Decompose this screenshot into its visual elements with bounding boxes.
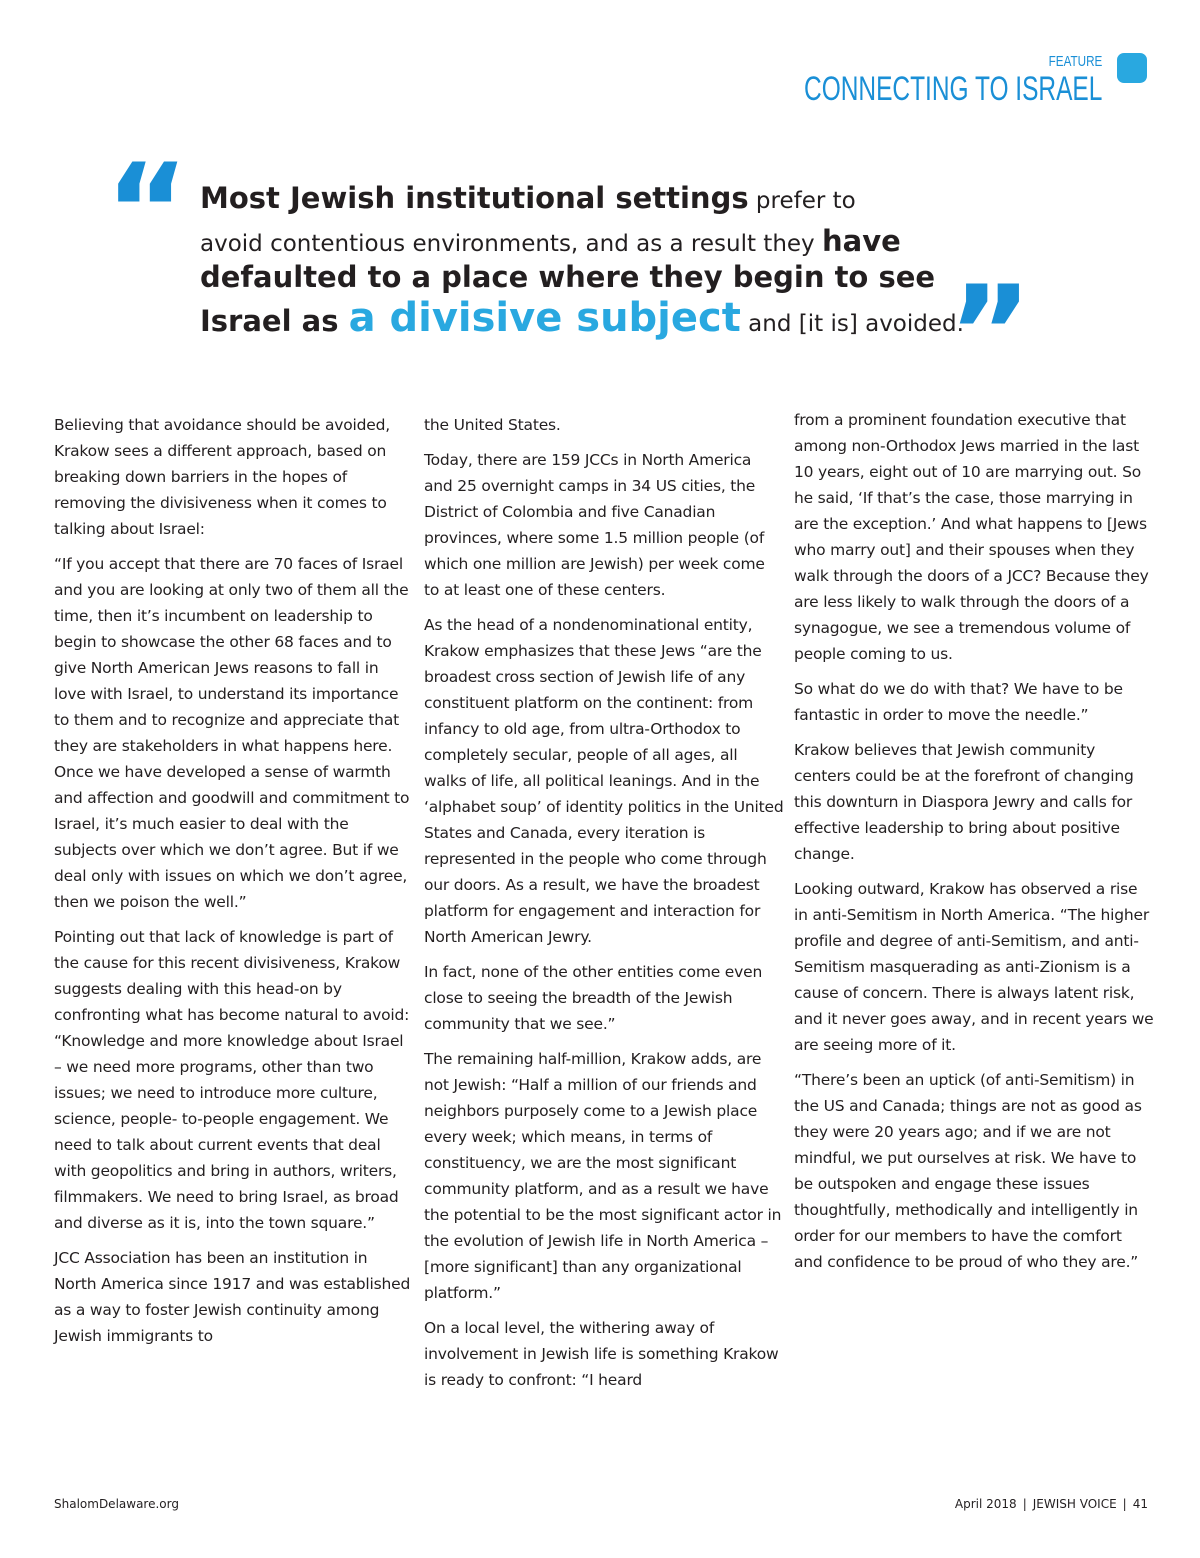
pull-quote-line-3 bbox=[200, 260, 936, 294]
pull-quote-light: and [it is] avoided. bbox=[740, 311, 964, 337]
paragraph: Believing that avoidance should be avoided, Krakow sees a different approach, based on breaking down barriers in the hopes of removing the divisiveness when it comes to talking about Israel: bbox=[54, 416, 390, 538]
pull-quote-light: avoid contentious environments, and as a result they bbox=[200, 231, 822, 257]
paragraph: from a prominent foundation executive that among non-Orthodox Jews married in the last 10 years, eight out of 10 are marrying out. So he said, ‘If that’s the case, those marrying in are the exception.’ And what happens to [Jews who marry out] and their spouses when they walk through the doors of a JCC? Because they are less likely to walk through the doors of a synagogue, we see a tremendous volume of people coming to us. bbox=[794, 411, 1149, 663]
close-quote-mark: ” bbox=[948, 259, 1033, 408]
paragraph: Pointing out that lack of knowledge is part of the cause for this recent divisiveness, Krakow suggests dealing with this head-on by confronting what has become natural to avoid: “Knowledge and more knowledge about Israel – we need more programs, other than two issues; we need to introduce more culture, science, people- to-people engagement. We need to talk about current events that deal with geopolitics and bring in authors, writers, filmmakers. We need to bring Israel, as broad and diverse as it is, into the town square.” bbox=[54, 928, 410, 1232]
paragraph: As the head of a nondenominational entity, Krakow emphasizes that these Jews “are the broadest cross section of Jewish life of any constituent platform on the continent: from infancy to old age, from ultra-Orthodox to completely secular, people of all ages, all walks of life, all political leanings. And in the ‘alphabet soup’ of identity politics in the United States and Canada, every iteration is represented in the people who come through our doors. As a result, we have the broadest platform for engagement and interaction for North American Jewry. bbox=[424, 616, 784, 946]
footer-publication: JEWISH VOICE bbox=[1032, 1497, 1117, 1511]
footer-separator: | bbox=[1122, 1497, 1127, 1511]
footer-separator: | bbox=[1022, 1497, 1027, 1511]
paragraph: the United States. bbox=[424, 416, 561, 434]
pull-quote-bold: defaulted to a place where they begin to see bbox=[200, 260, 936, 294]
section-title: CONNECTING TO ISRAEL bbox=[803, 70, 1102, 108]
footer-issue-date: April 2018 bbox=[954, 1497, 1017, 1511]
pull-quote-bold: Israel as bbox=[200, 304, 349, 338]
paragraph: Today, there are 159 JCCs in North America and 25 overnight camps in 34 US cities, the District of Colombia and five Canadian provinces, where some 1.5 million people (of which one million are Jewish) per week come to at least one of these centers. bbox=[424, 451, 765, 599]
paragraph: The remaining half-million, Krakow adds, are not Jewish: “Half a million of our friends and neighbors purposely come to a Jewish place every week; which means, in terms of constituency, we are the most significant community platform, and as a result we have the potential to be the most significant actor in the evolution of Jewish life in North America – [more significant] than any organizational platform.” bbox=[424, 1050, 782, 1302]
pull-quote-bold: Most Jewish institutional settings bbox=[200, 181, 749, 215]
feature-kicker: FEATURE bbox=[1048, 53, 1102, 70]
section-tab-marker bbox=[1117, 53, 1147, 83]
footer-folio bbox=[955, 1497, 1148, 1511]
article-column-3 bbox=[794, 407, 1154, 1284]
section-header bbox=[688, 53, 1102, 107]
paragraph: Looking outward, Krakow has observed a rise in anti-Semitism in North America. “The higher profile and degree of anti-Semitism, and anti-Semitism masquerading as anti-Zionism is a cause of concern. There is always latent risk, and it never goes away, and in recent years we are seeing more of it. bbox=[794, 880, 1154, 1054]
footer-website: ShalomDelaware.org bbox=[54, 1497, 179, 1511]
open-quote-mark: “ bbox=[105, 137, 190, 286]
article-column-1 bbox=[54, 412, 414, 1358]
pull-quote-line-4 bbox=[200, 295, 964, 341]
paragraph: Krakow believes that Jewish community centers could be at the forefront of changing this downturn in Diaspora Jewry and calls for effective leadership to bring about positive change. bbox=[794, 741, 1134, 863]
paragraph: JCC Association has been an institution in North America since 1917 and was established as a way to foster Jewish continuity among Jewish immigrants to bbox=[54, 1249, 411, 1345]
article-column-2 bbox=[424, 412, 784, 1402]
pull-quote-bold: have bbox=[821, 224, 901, 258]
paragraph: So what do we do with that? We have to be fantastic in order to move the needle.” bbox=[794, 680, 1123, 724]
paragraph: “There’s been an uptick (of anti-Semitism) in the US and Canada; things are not as good as they were 20 years ago; and if we are not mindful, we put ourselves at risk. We have to be outspoken and engage these issues thoughtfully, methodically and intelligently in order for our members to have the comfort and confidence to be proud of who they are.” bbox=[794, 1071, 1142, 1271]
pull-quote-line-1 bbox=[200, 181, 856, 215]
paragraph: On a local level, the withering away of involvement in Jewish life is something Krakow is ready to confront: “I heard bbox=[424, 1319, 779, 1389]
paragraph: In fact, none of the other entities come even close to seeing the breadth of the Jewish community that we see.” bbox=[424, 963, 763, 1033]
footer-page-number: 41 bbox=[1132, 1497, 1148, 1511]
pull-quote-accent: a divisive subject bbox=[348, 295, 741, 341]
paragraph: “If you accept that there are 70 faces of Israel and you are looking at only two of them all the time, then it’s incumbent on leadership to begin to showcase the other 68 faces and to give North American Jews reasons to fall in love with Israel, to understand its importance to them and to recognize and appreciate that they are stakeholders in what happens here. Once we have developed a sense of warmth and affection and goodwill and commitment to Israel, it’s much easier to deal with the subjects over which we don’t agree. But if we deal only with issues on which we don’t agree, then we poison the well.” bbox=[54, 555, 410, 911]
pull-quote-line-2 bbox=[200, 224, 901, 258]
pull-quote-light: prefer to bbox=[748, 188, 856, 214]
pull-quote bbox=[105, 137, 1045, 408]
